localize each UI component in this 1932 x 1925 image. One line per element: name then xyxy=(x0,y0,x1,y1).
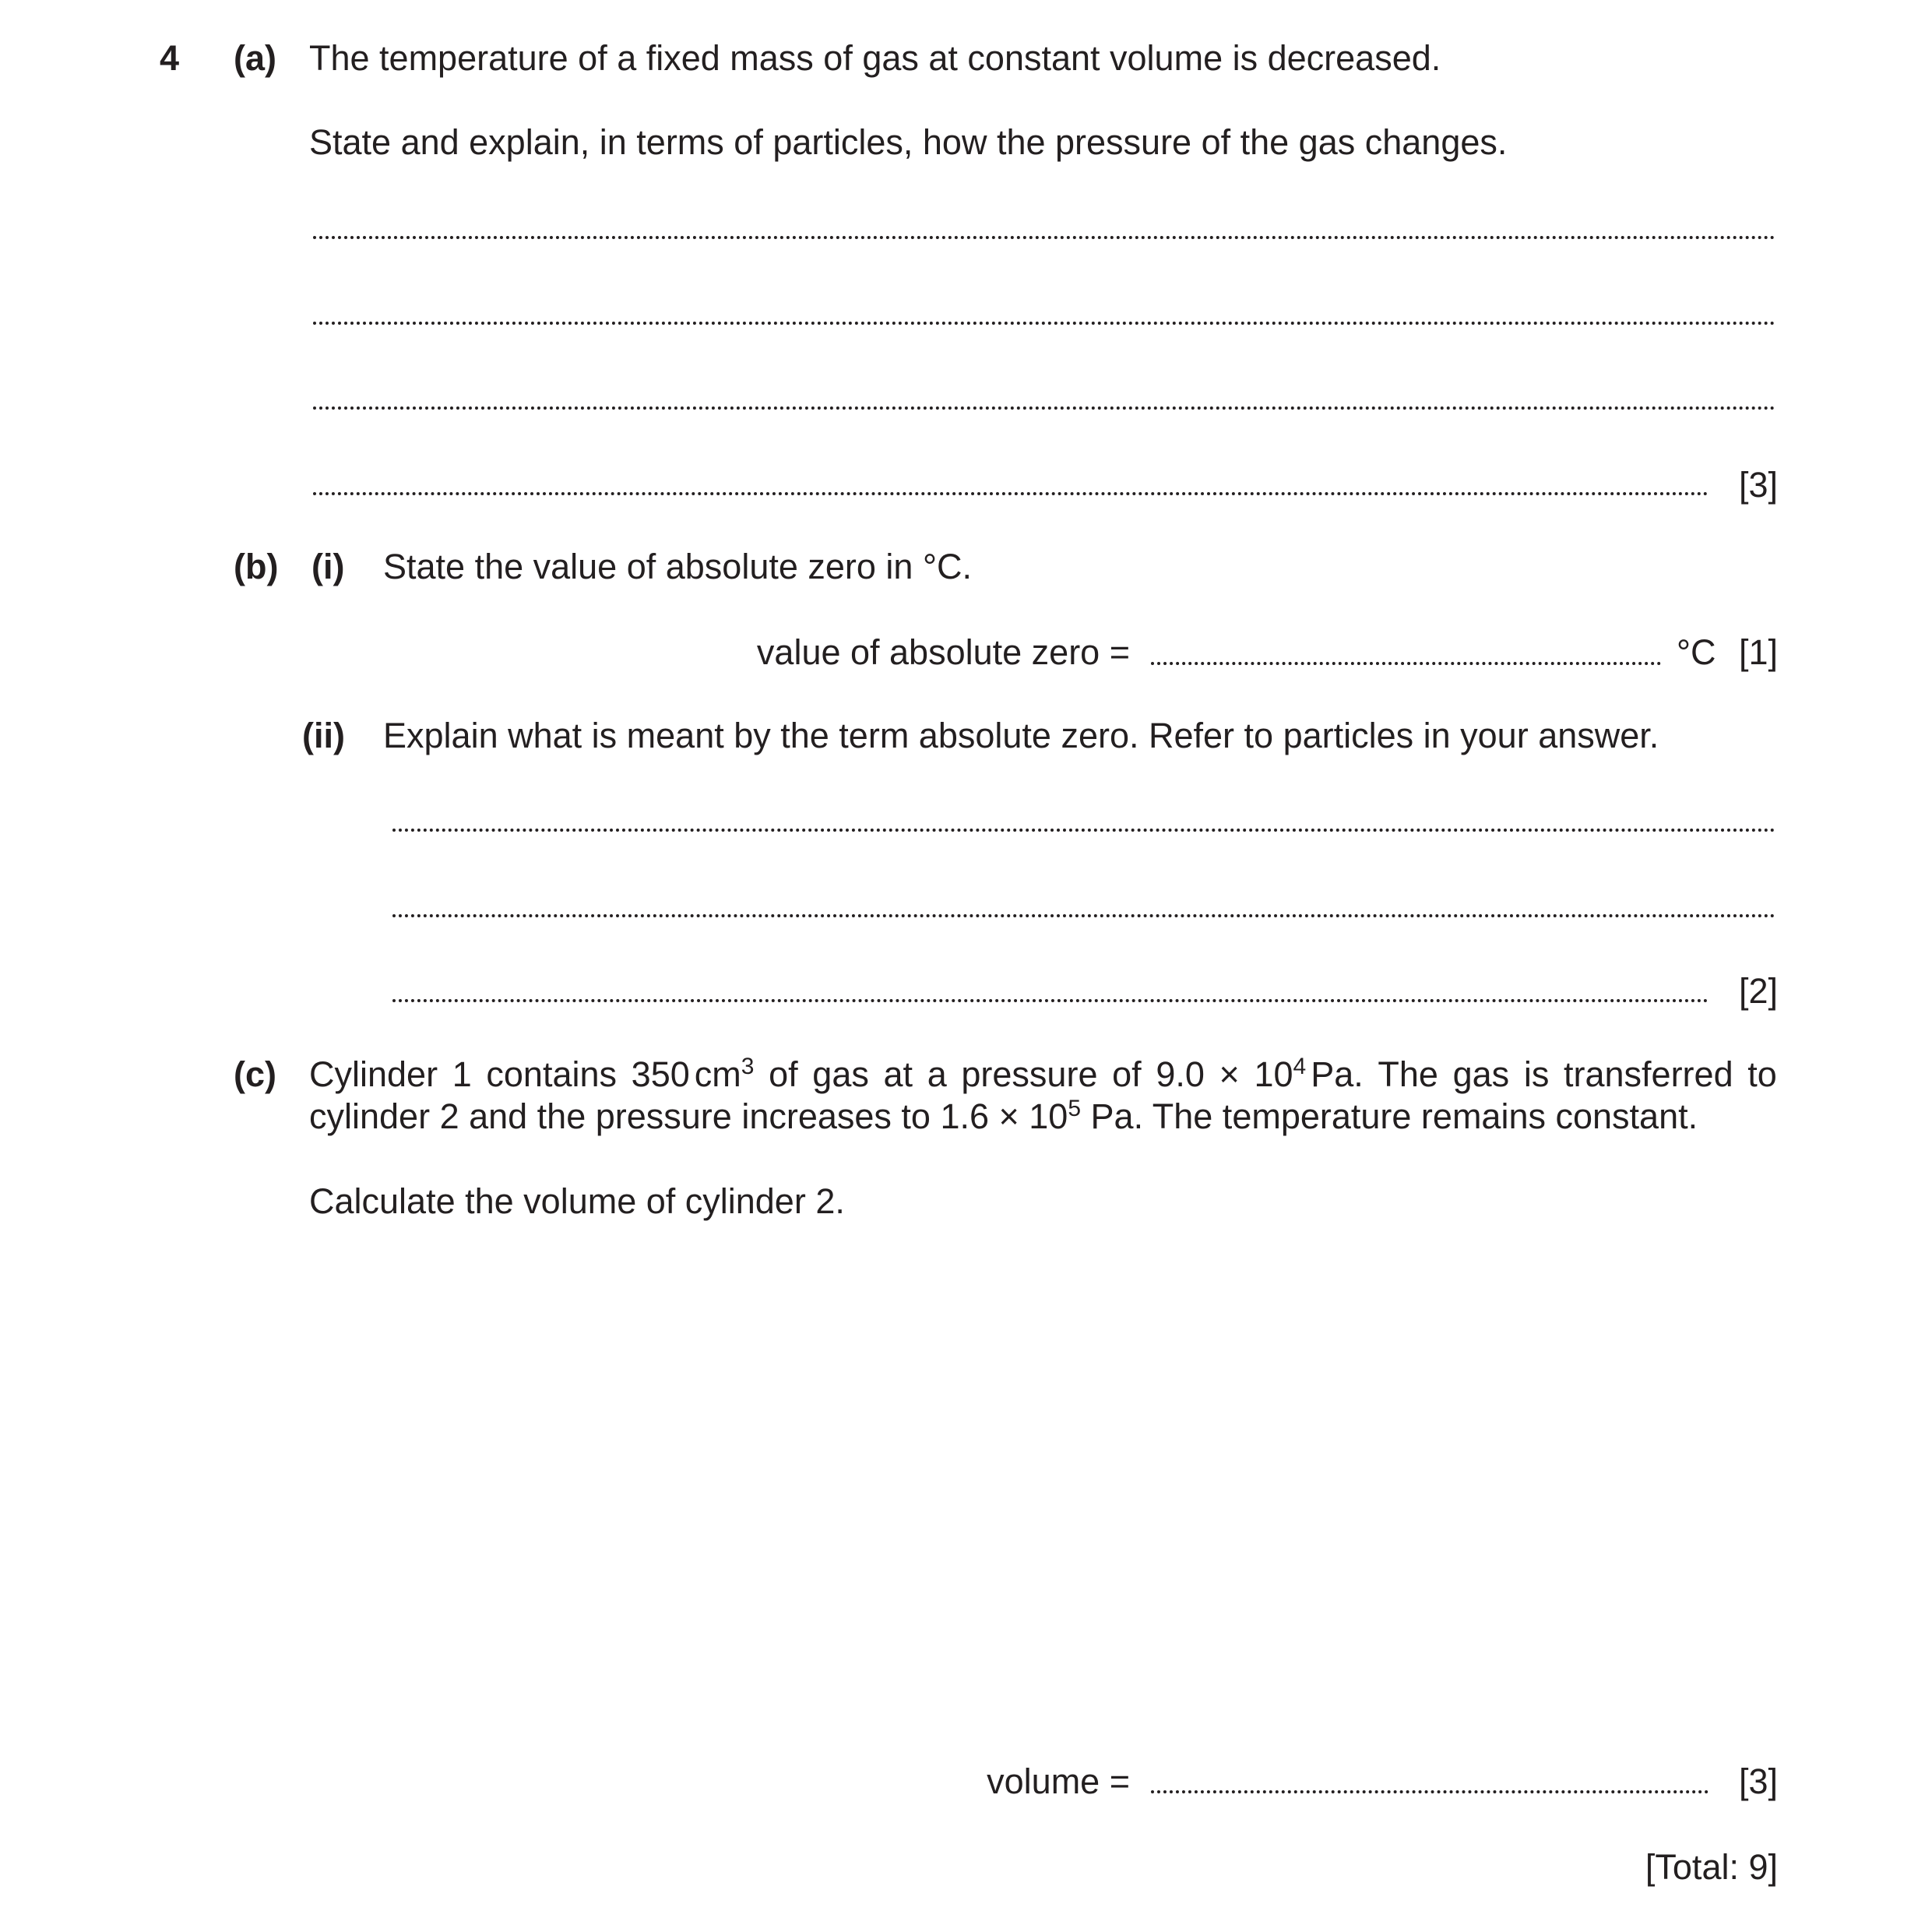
total-marks: [Total: 9] xyxy=(1645,1847,1778,1887)
answer-line[interactable] xyxy=(313,406,1775,410)
part-c-line-1: Cylinder 1 contains 350 $cm^3$ of gas at a pressure of 9.0 × $10^4$ Pa. The gas is transferred to xyxy=(309,1054,1777,1094)
part-b-i-label: (i) xyxy=(311,547,345,586)
part-a-stem: The temperature of a fixed mass of gas at constant volume is decreased. xyxy=(309,38,1441,78)
volume-answer-label: volume = xyxy=(987,1761,1130,1801)
part-b-label: (b) xyxy=(234,547,279,586)
part-a-instruction: State and explain, in terms of particles, how the pressure of the gas changes. xyxy=(309,122,1508,162)
answer-line[interactable] xyxy=(392,829,1775,832)
part-b-ii-marks: [2] xyxy=(1738,971,1778,1011)
part-b-i-text: State the value of absolute zero in °C. xyxy=(383,547,972,586)
part-c-instruction: Calculate the volume of cylinder 2. xyxy=(309,1181,845,1221)
absolute-zero-answer-line[interactable] xyxy=(1151,662,1661,665)
part-c-marks: [3] xyxy=(1738,1761,1778,1801)
question-number: 4 xyxy=(160,38,180,78)
answer-line[interactable] xyxy=(313,236,1775,239)
volume-answer-line[interactable] xyxy=(1151,1790,1709,1793)
part-c-label: (c) xyxy=(234,1054,276,1094)
part-a-label: (a) xyxy=(234,38,276,78)
part-b-ii-label: (ii) xyxy=(302,716,345,755)
part-c-line-2: cylinder 2 and the pressure increases to $1.6 \times 10^5$ Pa. The temperature remains constant. xyxy=(309,1096,1698,1136)
answer-line[interactable] xyxy=(392,914,1775,917)
absolute-zero-unit: °C xyxy=(1677,632,1716,672)
part-b-i-marks: [1] xyxy=(1738,632,1778,672)
absolute-zero-answer-label: value of absolute zero = xyxy=(756,632,1130,672)
part-b-ii-text: Explain what is meant by the term absolute zero. Refer to particles in your answer. xyxy=(383,716,1659,755)
answer-line[interactable] xyxy=(313,322,1775,325)
part-a-marks: [3] xyxy=(1738,465,1778,505)
answer-line[interactable] xyxy=(313,492,1709,495)
answer-line[interactable] xyxy=(392,999,1709,1002)
